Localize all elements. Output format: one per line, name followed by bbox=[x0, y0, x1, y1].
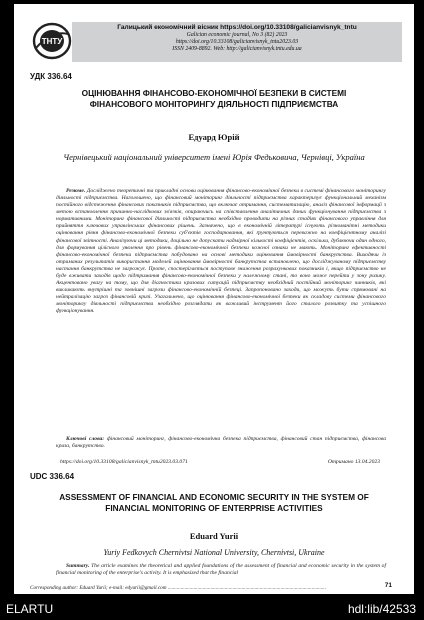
abstract-text-en: The article examines the theoretical and applied foundations of the assessment of financial and economic security in the system of financial monitoring of the enterprise's activity. It is emphasized that the financial bbox=[56, 563, 386, 577]
document-page bbox=[14, 4, 414, 594]
abstract-ua bbox=[56, 188, 386, 315]
affiliation-en: Yuriy Fedkovych Chernivtsi National University, Chernivtsi, Ukraine bbox=[103, 548, 325, 557]
article-doi-link[interactable]: https://doi.org/10.33108/galicianvisnyk_tntu2023.03.071 bbox=[60, 459, 188, 465]
keywords-label: Ключові слова: bbox=[66, 436, 105, 442]
journal-issn-line: ISSN 2409-8892. Web: http://galicianvisnyk.tntu.edu.ua bbox=[172, 46, 302, 52]
article-title-en: ASSESSMENT OF FINANCIAL AND ECONOMIC SECURITY IN THE SYSTEM OF FINANCIAL MONITORING OF ENTERPRISE ACTIVITIES bbox=[59, 492, 369, 513]
abstract-en bbox=[56, 563, 386, 577]
keywords-text: фінансовий моніторинг, фінансово-економічна безпека підприємства, фінансовий стан підприємства, фінансова криза, банкрутство. bbox=[56, 436, 386, 450]
udk-code: УДК 336.64 bbox=[30, 72, 72, 81]
abstract-label-ua: Резюме. bbox=[66, 188, 86, 194]
author-name-en: Eduard Yurii bbox=[189, 531, 239, 541]
handle-identifier: hdl:lib/42533 bbox=[347, 602, 416, 616]
keywords-ua bbox=[56, 436, 386, 450]
affiliation-ua: Чернівецький національний університет імені Юрія Федьковича, Чернівці, Україна bbox=[63, 152, 365, 162]
article-title-ua: ОЦІНЮВАННЯ ФІНАНСОВО-ЕКОНОМІЧНОЇ БЕЗПЕКИ В СИСТЕМІ ФІНАНСОВОГО МОНІТОРИНГУ ДІЯЛЬНОСТІ ПІДПРИЄМСТВА bbox=[81, 88, 347, 109]
status-bar bbox=[0, 598, 424, 620]
corresponding-author: Corresponding author: Eduard Yurii; e-mail: edyurii@gmail.com .......................................................................................................................... bbox=[30, 585, 326, 591]
logo-text: ТНТУ bbox=[41, 37, 63, 46]
journal-doi-line: https://doi.org/10.33108/galicianvisnyk_tntu2023.03 bbox=[175, 39, 299, 45]
abstract-label-en: Summary. bbox=[66, 563, 90, 569]
received-date: Отримано 13.04.2023 bbox=[327, 459, 380, 465]
abstract-text-ua: Досліджено теоретичні та прикладні основи оцінювання фінансово-економічної безпеки в системі фінансового моніторингу діяльності підприємства. Наголошено, що фінансовий моніторинг діяльності підприємства характеризує функціональний механізм постійного відстеження фінансових показників підприємства, що включає отримання, систематизацію, аналіз фінансової інформації з метою встановлення причинно-наслідкових зв'язків, опираючись на співставлення аналітичних даних функціонування підприємства з нормативними. Моніторинг фінансової діяльності підприємства необхідно проводити на різних стадіях фінансового управління для прийняття ключових управлінських фінансових рішень. Зазначено, що в економічній літературі існують різноманітні методики оцінювання рівня фінансово-економічної безпеки суб'єктів господарювання, які ґрунтуються переважно на коефіцієнтному аналізі фінансової звітності. Аналізуючи ці методики, доцільно не допускати надмірної кількості коефіцієнтів, оскільки, дублюючи один одного, для формування цілісного уявлення про рівень фінансово-економічної безпеки кожної ознаки не мають. Моніторинг ефективності фінансово-економічної безпеки підприємства побудовано на основі методики оцінювання ймовірності банкрутства. Виходячи із отриманих результатів використання моделей оцінювання ймовірності банкрутства встановлено, що досліджуваному підприємству настання банкрутства не загрожує. Проте, спостерігається поступове зниження розрахункових показників і, якщо підприємство не буде вживати заходів щодо підтримання фінансово-економічної безпеки у належному стані, то воно може перейти у зону ризику. Акцентовано увагу на тому, що для діагностики кризових ситуацій підприємству необхідний постійний моніторинг чинників, які викликають внутрішні та зовнішні загрози фінансово-економічній безпеці. Запропоновано заходи, що можуть бути спрямовані на нейтралізацію загроз фінансовій кризі. Узагальнено, що оцінювання фінансово-економічної безпеки як складову системи фінансового моніторингу діяльності підприємства необхідно розглядати як важливий інструмент його сталого розвитку та успішного функціонування. bbox=[56, 188, 386, 315]
author-name-ua: Едуард Юрій bbox=[188, 132, 240, 142]
journal-logo bbox=[32, 20, 72, 62]
journal-title-line: Галицький економічний вісник https://doi.org/10.33108/galicianvisnyk_tntu bbox=[117, 24, 357, 31]
journal-info-bar bbox=[72, 22, 402, 62]
journal-header bbox=[14, 18, 414, 64]
page-number: 71 bbox=[384, 582, 392, 589]
doi-line bbox=[60, 459, 380, 465]
journal-issue-line: Galician economic journal, No 3 (82) 2023 bbox=[186, 32, 288, 38]
repository-name: ELARTU bbox=[6, 602, 54, 616]
udc-code: UDC 336.64 bbox=[30, 472, 75, 481]
